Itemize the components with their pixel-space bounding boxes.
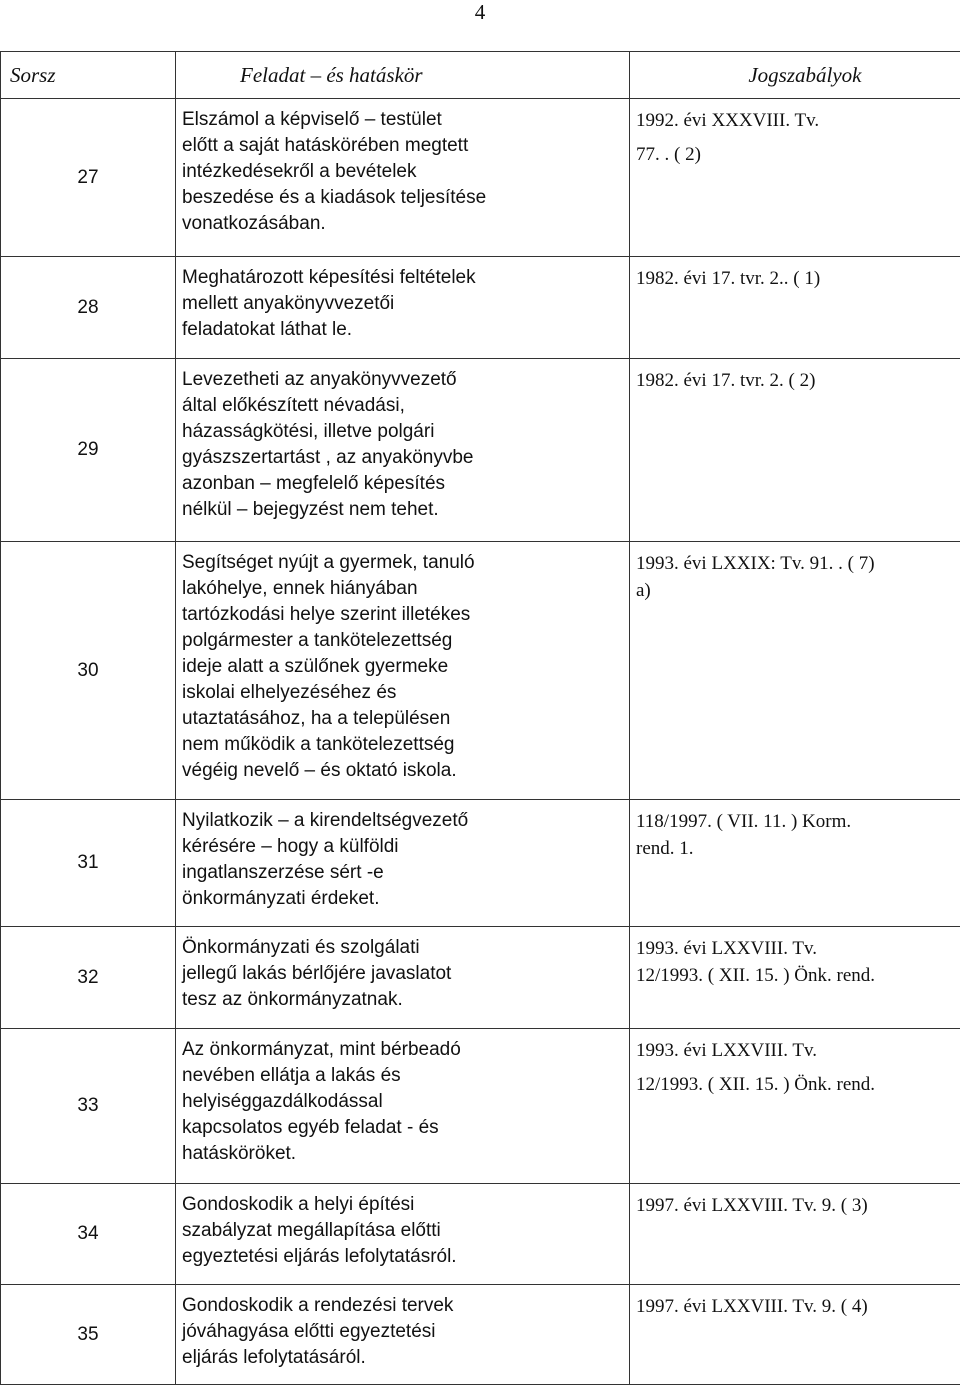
task-line: nem működik a tankötelezettség xyxy=(182,734,455,755)
task-line: ideje alatt a szülőnek gyermeke xyxy=(182,656,449,677)
law-cell xyxy=(630,99,960,257)
page-number: 4 xyxy=(474,0,486,24)
task-cell xyxy=(176,1029,630,1184)
task-line: Gondoskodik a helyi építési xyxy=(182,1194,415,1215)
task-line: gyászszertartást , az anyakönyvbe xyxy=(182,447,474,468)
table-row xyxy=(1,1184,960,1285)
task-cell xyxy=(176,542,630,800)
task-line: Levezetheti az anyakönyvvezető xyxy=(182,369,457,390)
row-number: 27 xyxy=(1,99,176,257)
task-line: feladatokat láthat le. xyxy=(182,319,353,340)
law-line: 12/1993. ( XII. 15. ) Önk. rend. xyxy=(636,965,876,986)
law-line: rend. 1. xyxy=(636,838,694,859)
task-cell xyxy=(176,800,630,927)
task-line: Gondoskodik a rendezési tervek xyxy=(182,1295,454,1316)
row-number: 33 xyxy=(1,1029,176,1184)
task-cell xyxy=(176,1285,630,1385)
law-line: 118/1997. ( VII. 11. ) Korm. xyxy=(636,811,852,832)
task-line: helyiséggazdálkodással xyxy=(182,1091,383,1112)
task-line: kérésére – hogy a külföldi xyxy=(182,836,399,857)
task-line: iskolai elhelyezéséhez és xyxy=(182,682,397,703)
task-line: tartózkodási helye szerint illetékes xyxy=(182,604,471,625)
task-line: előtt a saját hatáskörében megtett xyxy=(182,135,469,156)
task-line: lakóhelye, ennek hiányában xyxy=(182,578,418,599)
task-cell xyxy=(176,359,630,542)
task-line: kapcsolatos egyéb feladat - és xyxy=(182,1117,439,1138)
task-line: házasságkötési, illetve polgári xyxy=(182,421,435,442)
task-line: Segítséget nyújt a gyermek, tanuló xyxy=(182,552,475,573)
law-cell xyxy=(630,800,960,927)
task-line: önkormányzati érdeket. xyxy=(182,888,380,909)
task-cell xyxy=(176,257,630,359)
law-line: 1997. évi LXXVIII. Tv. 9. ( 3) xyxy=(636,1195,868,1216)
table-row xyxy=(1,257,960,359)
task-line: Az önkormányzat, mint bérbeadó xyxy=(182,1039,461,1060)
law-line: a) xyxy=(636,580,651,601)
row-number: 34 xyxy=(1,1184,176,1285)
task-line: vonatkozásában. xyxy=(182,213,326,234)
header-sorsz: Sorsz xyxy=(1,52,176,99)
table-row xyxy=(1,1029,960,1184)
header-row xyxy=(1,52,960,99)
task-line: azonban – megfelelő képesítés xyxy=(182,473,446,494)
task-line: ingatlanszerzése sért -e xyxy=(182,862,384,883)
row-number: 31 xyxy=(1,800,176,927)
task-line: eljárás lefolytatásáról. xyxy=(182,1347,366,1368)
row-number: 35 xyxy=(1,1285,176,1385)
law-cell xyxy=(630,359,960,542)
law-line: 1982. évi 17. tvr. 2.. ( 1) xyxy=(636,268,821,289)
task-line: jellegű lakás bérlőjére javaslatot xyxy=(182,963,452,984)
law-line: 1982. évi 17. tvr. 2. ( 2) xyxy=(636,370,816,391)
task-line: Nyilatkozik – a kirendeltségvezető xyxy=(182,810,469,831)
law-line: 1993. évi LXXVIII. Tv. xyxy=(636,1040,817,1061)
task-line: intézkedésekről a bevételek xyxy=(182,161,417,182)
task-line: egyeztetési eljárás lefolytatásról. xyxy=(182,1246,457,1267)
task-cell xyxy=(176,927,630,1029)
law-line: 1993. évi LXXVIII. Tv. xyxy=(636,938,817,959)
law-cell xyxy=(630,927,960,1029)
task-line: polgármester a tankötelezettség xyxy=(182,630,453,651)
header-jogszabalyok: Jogszabályok xyxy=(630,52,960,99)
task-line: Meghatározott képesítési feltételek xyxy=(182,267,476,288)
task-line: utaztatásához, ha a településen xyxy=(182,708,451,729)
task-line: nevében ellátja a lakás és xyxy=(182,1065,401,1086)
law-line: 12/1993. ( XII. 15. ) Önk. rend. xyxy=(636,1074,876,1095)
task-line: mellett anyakönyvvezetői xyxy=(182,293,395,314)
law-cell xyxy=(630,257,960,359)
table-row xyxy=(1,800,960,927)
law-cell xyxy=(630,1029,960,1184)
table-row xyxy=(1,542,960,800)
task-line: Elszámol a képviselő – testület xyxy=(182,109,442,130)
task-line: jóváhagyása előtti egyeztetési xyxy=(182,1321,436,1342)
row-number: 30 xyxy=(1,542,176,800)
task-line: hatásköröket. xyxy=(182,1143,297,1164)
task-cell xyxy=(176,99,630,257)
row-number: 28 xyxy=(1,257,176,359)
law-line: 1993. évi LXXIX: Tv. 91. . ( 7) xyxy=(636,553,875,574)
task-line: által előkészített névadási, xyxy=(182,395,405,416)
task-line: beszedése és a kiadások teljesítése xyxy=(182,187,487,208)
row-number: 32 xyxy=(1,927,176,1029)
task-line: végéig nevelő – és oktató iskola. xyxy=(182,760,457,781)
table-row xyxy=(1,99,960,257)
law-cell xyxy=(630,1184,960,1285)
table-row xyxy=(1,359,960,542)
table-row xyxy=(1,1285,960,1385)
task-line: nélkül – bejegyzést nem tehet. xyxy=(182,499,439,520)
law-line: 77. . ( 2) xyxy=(636,144,701,165)
header-feladat: Feladat – és hatáskör xyxy=(176,52,630,99)
law-line: 1992. évi XXXVIII. Tv. xyxy=(636,110,820,131)
task-line: tesz az önkormányzatnak. xyxy=(182,989,403,1010)
task-line: Önkormányzati és szolgálati xyxy=(182,937,420,958)
law-cell xyxy=(630,1285,960,1385)
task-line: szabályzat megállapítása előtti xyxy=(182,1220,441,1241)
table-row xyxy=(1,927,960,1029)
law-cell xyxy=(630,542,960,800)
row-number: 29 xyxy=(1,359,176,542)
law-line: 1997. évi LXXVIII. Tv. 9. ( 4) xyxy=(636,1296,868,1317)
tasks-table xyxy=(0,51,960,1385)
task-cell xyxy=(176,1184,630,1285)
